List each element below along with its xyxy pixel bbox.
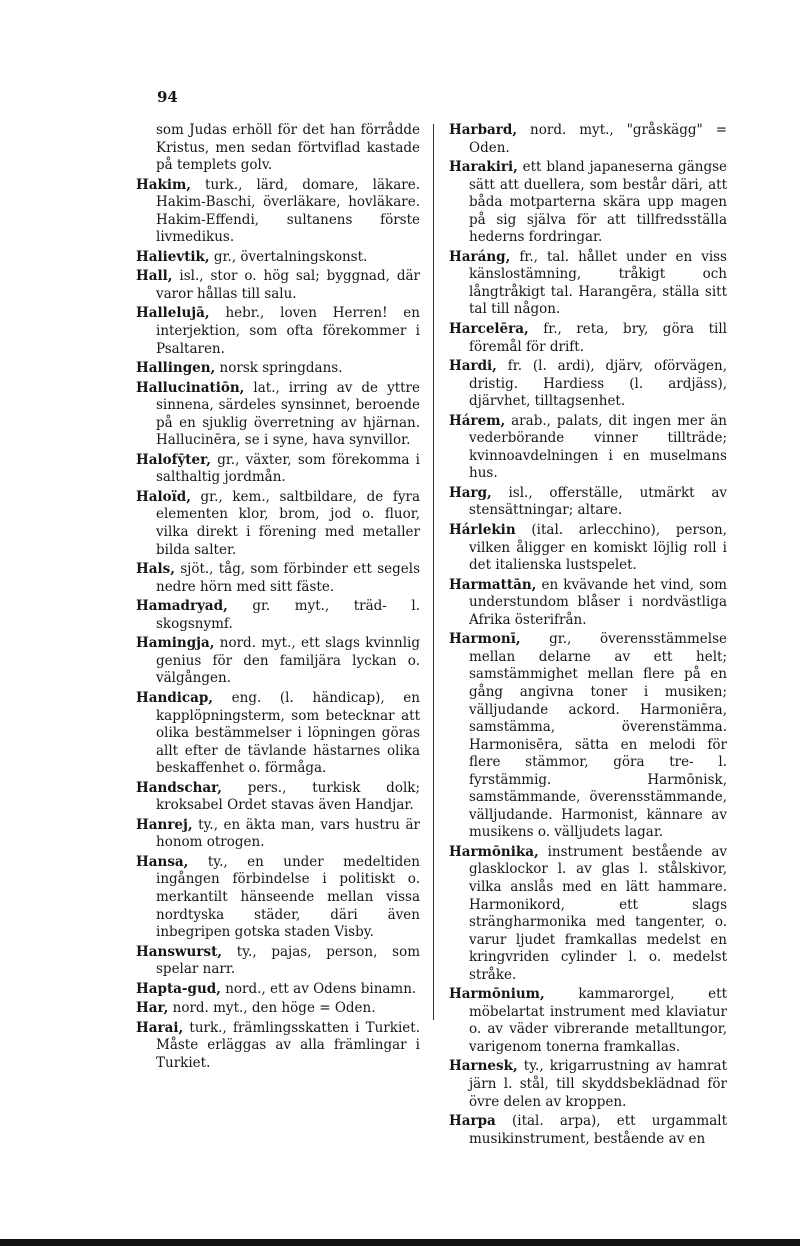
definition: fr., tal. hållet under en viss känslostämning, tråkigt och långtråkigt tal. Harangēra, ställa sitt tal till någon. [469, 248, 727, 318]
definition: ty., en äkta man, vars hustru är honom otrogen. [156, 816, 420, 851]
headword: Har, [136, 1000, 169, 1017]
definition: gr., växter, som förekomma i salthaltig jordmån. [156, 451, 420, 486]
dictionary-entry [136, 489, 420, 559]
definition: turk., främlingsskatten i Turkiet. Måste erläggas av alla främlingar i Turkiet. [156, 1019, 420, 1071]
left-column [136, 122, 420, 1074]
definition: gr., kem., saltbildare, de fyra elementen klor, brom, jod o. fluor, vilka direkt i förening med metaller bilda salter. [156, 488, 420, 558]
definition: (ital. arlecchino), person, vilken åligger en komiskt löjlig roll i det italienska lustspelet. [469, 522, 727, 574]
definition: ett bland japaneserna gängse sätt att duellera, som består däri, att båda motparterna skära upp magen på sig själva för att tillfredsställa hederns fordringar. [469, 159, 727, 246]
headword: Hallingen, [136, 360, 216, 377]
dictionary-entry [449, 631, 727, 842]
headword: Hamingja, [136, 635, 215, 652]
definition: arab., palats, dit ingen mer än vederbörande vinner tillträde; kvinnoavdelningen i en muselmans hus. [469, 412, 727, 482]
definition: fr., reta, bry, göra till föremål för drift. [469, 321, 727, 355]
dictionary-entry [136, 177, 420, 247]
definition: eng. (l. händicap), en kapplöpningsterm, som betecknar att olika bestämmelser i löpningen göras allt efter de tävlande hästarnes olika beskaffenhet o. förmåga. [156, 689, 420, 777]
definition: fr. (l. ardi), djärv, oförvägen, dristig. Hardiess (l. ardjäss), djärvhet, tilltagsenhet. [469, 358, 727, 410]
dictionary-entry [449, 522, 727, 575]
headword: Harpa [449, 1113, 496, 1130]
headword: Harg, [449, 484, 492, 501]
dictionary-entry [136, 360, 420, 378]
headword: Hanswurst, [136, 943, 223, 960]
headword: Harakiri, [449, 159, 518, 176]
dictionary-entry [136, 635, 420, 688]
definition: instrument bestående av glasklockor l. av glas l. stålskivor, vilka anslås med en lätt hammare. Harmonikord, ett slags strängharmonika med tangenter, o. varur ljudet framkallas medelst en kringvriden cylinder l. o. medelst stråke. [469, 843, 727, 983]
dictionary-entry [136, 561, 420, 596]
dictionary-entry [449, 485, 727, 520]
dictionary-entry [136, 854, 420, 942]
dictionary-entry [449, 159, 727, 247]
definition: ty., en under medeltiden ingången förbindelse i politiskt o. merkantilt hänseende mellan vissa nordtyska städer, däri även inbegripen gotska staden Visby. [156, 853, 420, 941]
headword: Hapta-gud, [136, 980, 221, 997]
column-divider [433, 124, 434, 1020]
dictionary-entry [136, 268, 420, 303]
headword: Harai, [136, 1019, 184, 1036]
headword: Hallelujā, [136, 305, 210, 322]
definition: isl., stor o. hög sal; byggnad, där varor hållas till salu. [156, 268, 420, 302]
dictionary-entry [449, 249, 727, 319]
definition: lat., irring av de yttre sinnena, särdeles synsinnet, beroende på en sjuklig överretning av hjärnan. Hallucinēra, se i syne, hava synvillor. [156, 379, 420, 449]
definition: sjöt., tåg, som förbinder ett segels nedre hörn med sitt fäste. [156, 561, 420, 595]
page-number: 94 [157, 88, 178, 106]
dictionary-entry [449, 844, 727, 984]
dictionary-entry [136, 944, 420, 979]
scan-edge-bar [0, 1239, 800, 1246]
dictionary-entry [136, 1000, 420, 1018]
dictionary-entry [136, 249, 420, 267]
headword: Harnesk, [449, 1058, 518, 1075]
definition: norsk springdans. [215, 360, 343, 377]
dictionary-entry [449, 358, 727, 411]
dictionary-entry [136, 305, 420, 358]
headword: Hárlekin [449, 522, 516, 539]
definition: ty., pajas, person, som spelar narr. [156, 943, 420, 978]
headword: Hardi, [449, 358, 497, 375]
definition: nord. myt., "gråskägg" = Oden. [469, 122, 727, 156]
definition: nord., ett av Odens binamn. [220, 980, 417, 997]
headword: Hakim, [136, 176, 191, 193]
definition: kammarorgel, ett möbelartat instrument med klaviatur o. av väder vibrerande metalltungor, varigenom tonerna framkallas. [469, 986, 727, 1055]
headword: Harcelēra, [449, 321, 529, 338]
dictionary-entry [449, 1058, 727, 1111]
definition: gr., överensstämmelse mellan delarne av ett helt; samstämmighet mellan flere på en gång angivna toner i musiken; välljudande ackord. Harmoniēra, samstämma, överenstämma. Harmonisēra, sätta en melodi för flere stämmor, göra tre- l. fyrstämmig. Harmōnisk, samstämmande, överensstämmande, välljudande. Harmonist, kännare av musikens o. välljudets lagar. [469, 631, 727, 841]
headword: Harmōnika, [449, 843, 539, 860]
headword: Haloïd, [136, 488, 191, 505]
definition: nord. myt., ett slags kvinnlig genius för den familjära lyckan o. välgången. [156, 635, 420, 687]
definition: ty., krigarrustning av hamrat järn l. stål, till skyddsbeklädnad för övre delen av kroppen. [469, 1058, 727, 1110]
dictionary-entry [449, 577, 727, 630]
headword: Handicap, [136, 689, 213, 706]
definition: (ital. arpa), ett urgammalt musikinstrument, bestående av en [469, 1113, 727, 1147]
dictionary-entry [136, 380, 420, 450]
headword: Hansa, [136, 853, 189, 870]
definition: turk., lärd, domare, läkare. Hakim-Baschi, överläkare, hovläkare. Hakim-Effendi, sultanens förste livmedikus. [156, 176, 420, 246]
headword: Hamadryad, [136, 598, 228, 615]
dictionary-entry [449, 413, 727, 483]
definition: en kvävande het vind, som understundom blåser i nordvästliga Afrika österifrån. [469, 576, 727, 628]
definition: pers., turkisk dolk; kroksabel Ordet stavas även Handjar. [156, 779, 420, 814]
headword: Harbard, [449, 122, 518, 138]
definition: isl., offerställe, utmärkt av stensättningar; altare. [469, 484, 727, 519]
dictionary-entry [449, 321, 727, 356]
definition: gr., övertalningskonst. [209, 248, 368, 265]
dictionary-entry [449, 1113, 727, 1148]
right-column [449, 122, 727, 1150]
dictionary-entry [136, 690, 420, 778]
dictionary-entry [136, 817, 420, 852]
dictionary-entry [136, 1020, 420, 1073]
headword: Hárem, [449, 412, 506, 429]
entry-continuation [136, 122, 420, 175]
headword: Handschar, [136, 779, 222, 796]
dictionary-entry [136, 981, 420, 999]
headword: Harmattān, [449, 576, 537, 593]
dictionary-entry [136, 452, 420, 487]
definition: gr. myt., träd- l. skogsnymf. [156, 598, 420, 632]
definition: nord. myt., den höge = Oden. [168, 1000, 376, 1017]
headword: Halievtik, [136, 248, 210, 265]
dictionary-entry [449, 986, 727, 1056]
headword: Hall, [136, 268, 173, 285]
headword: Hanrej, [136, 816, 193, 833]
dictionary-entry [136, 780, 420, 815]
headword: Harmonī, [449, 631, 521, 648]
dictionary-entry [449, 122, 727, 157]
dictionary-entry [136, 598, 420, 633]
definition: hebr., loven Herren! en interjektion, som ofta förekommer i Psaltaren. [156, 305, 420, 357]
definition: som Judas erhöll för det han förrådde Kristus, men sedan förtviflad kastade på templets golv. [156, 122, 420, 174]
headword: Halofȳter, [136, 451, 211, 468]
headword: Hals, [136, 561, 175, 578]
headword: Harmōnium, [449, 986, 545, 1003]
headword: Haráng, [449, 248, 511, 265]
headword: Hallucinatiōn, [136, 379, 245, 396]
